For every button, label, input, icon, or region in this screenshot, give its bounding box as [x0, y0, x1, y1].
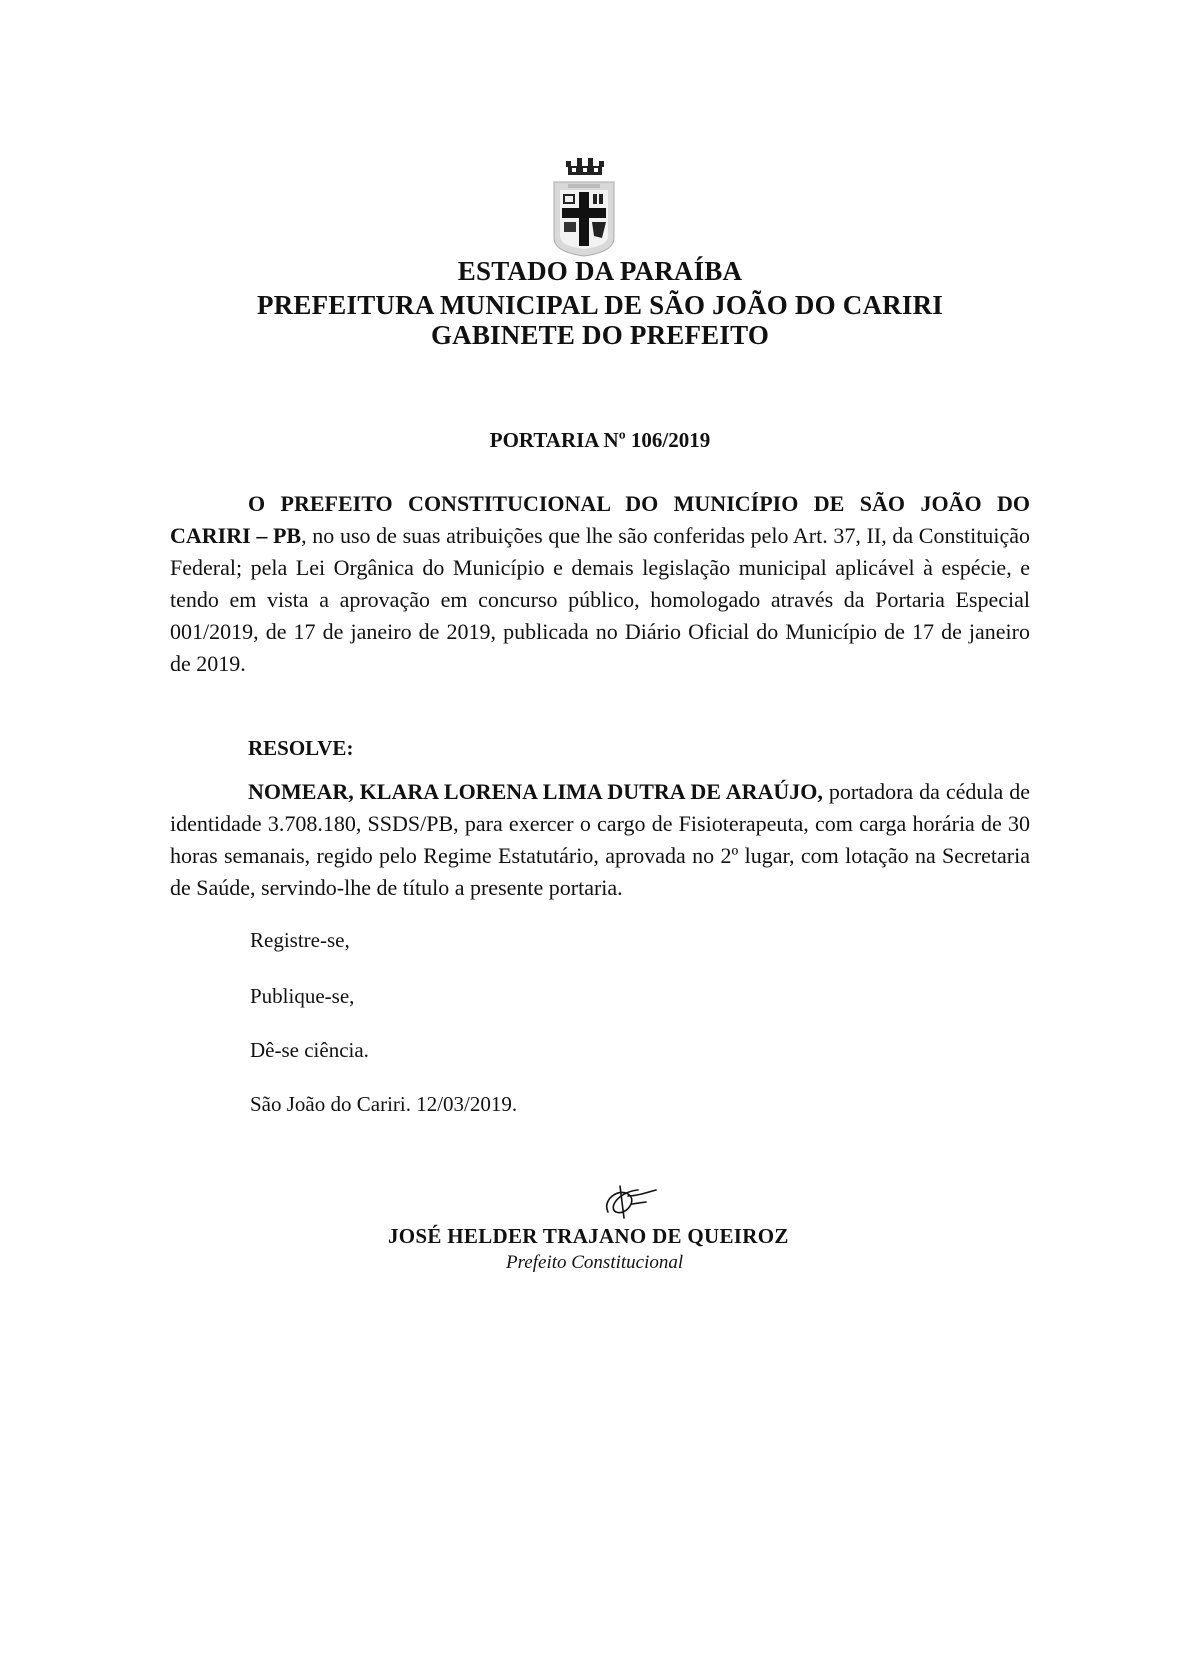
nomination-text: portadora da cédula de identidade 3.708.180, SSDS/PB, para exercer o cargo de Fisioterapeuta, com carga horária de 30 horas semanais, regido pelo Regime Estatutário, aprovada no 2º lugar, com lotação na Secretaria de Saúde, servindo-lhe de título a presente portaria.	[170, 779, 1031, 900]
header-gabinete	[0, 318, 1200, 352]
preamble-paragraph	[170, 488, 1030, 680]
header-prefeitura	[0, 288, 1200, 322]
signer-role: Prefeito Constitucional	[506, 1252, 684, 1273]
header-state	[0, 254, 1200, 288]
closing-publique: Publique-se,	[250, 984, 355, 1008]
nomination-paragraph	[170, 776, 1030, 904]
closing-registre: Registre-se,	[250, 928, 350, 952]
signer-name: JOSÉ HELDER TRAJANO DE QUEIROZ	[388, 1224, 789, 1248]
signature-mark	[598, 1182, 658, 1222]
header-line-state: ESTADO DA PARAÍBA	[457, 256, 743, 286]
closing-ciencia: Dê-se ciência.	[250, 1038, 369, 1062]
header-line-gabinete: GABINETE DO PREFEITO	[430, 320, 770, 350]
closing-place-date: São João do Cariri. 12/03/2019.	[250, 1092, 518, 1116]
header-line-prefeitura: PREFEITURA MUNICIPAL DE SÃO JOÃO DO CARIRI	[257, 290, 943, 320]
preamble-lead: O PREFEITO CONSTITUCIONAL DO MUNICÍPIO DE SÃO JOÃO DO CARIRI – PB	[170, 491, 1030, 548]
coat-of-arms-icon	[548, 152, 620, 262]
resolve-label: RESOLVE:	[248, 736, 354, 760]
nomination-lead: NOMEAR, KLARA LORENA LIMA DUTRA DE ARAÚJO,	[248, 779, 823, 804]
portaria-title: PORTARIA Nº 106/2019	[489, 428, 711, 452]
preamble-text: , no uso de suas atribuições que lhe são conferidas pelo Art. 37, II, da Constituição Federal; pela Lei Orgânica do Município e demais legislação municipal aplicável à espécie, e tendo em vista a aprovação em concurso público, homologado através da Portaria Especial 001/2019, de 17 de janeiro de 2019, publicada no Diário Oficial do Município de 17 de janeiro de 2019.	[170, 523, 1030, 676]
